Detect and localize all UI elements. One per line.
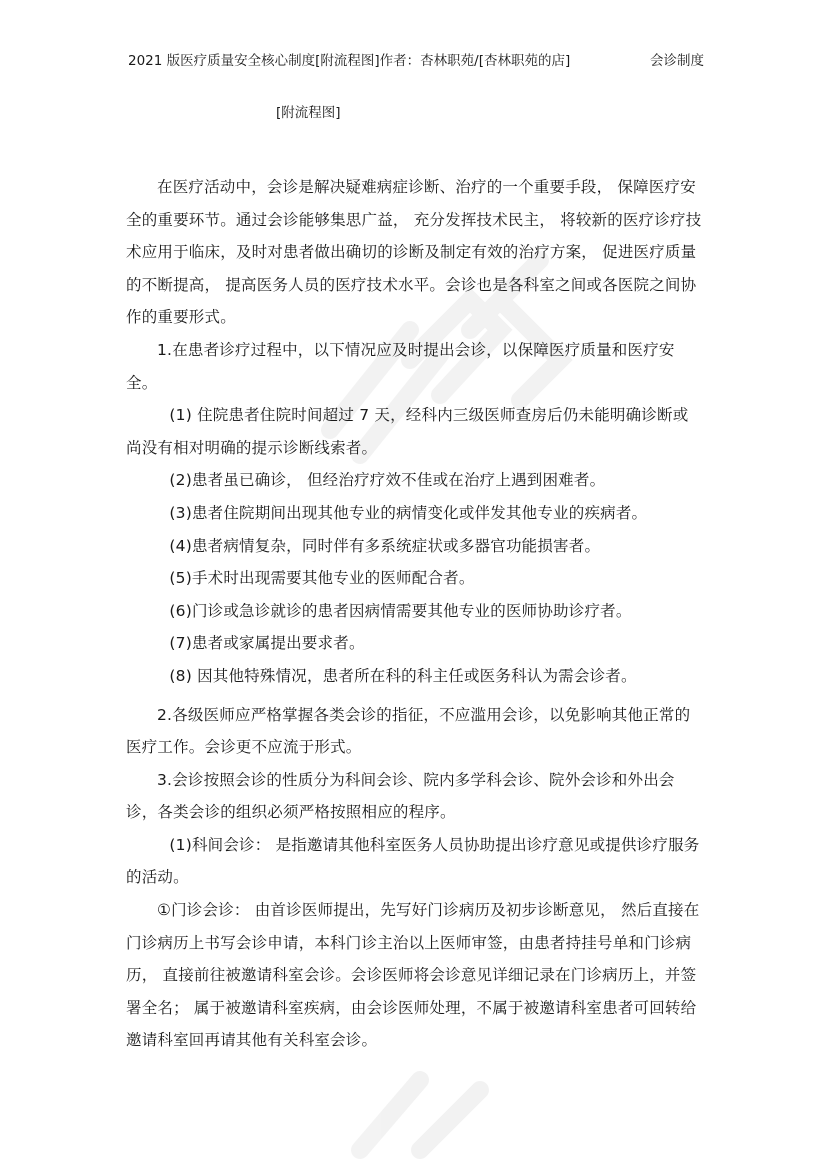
header-title: 2021 版医疗质量安全核心制度[附流程图]作者：杏林职苑/[杏林职苑的店] <box>128 53 571 69</box>
list-item-7: (7)患者或家属提出要求者。 <box>169 634 365 653</box>
header-section-label: 会诊制度 <box>650 53 704 69</box>
list-item-8: (8) 因其他特殊情况，患者所在科的科主任或医务科认为需会诊者。 <box>169 666 637 685</box>
list-item-6: (6)门诊或急诊就诊的患者因病情需要其他专业的医师协助诊疗者。 <box>169 601 632 620</box>
list-item-1: (1) 住院患者住院时间超过 7 天，经科内三级医师查房后仍未能明确诊断或尚没有相对明确的提示诊断线索者。 <box>126 406 689 457</box>
list-item-3: (3)患者住院期间出现其他专业的病情变化或伴发其他专业的疾病者。 <box>169 503 648 522</box>
paragraph-1: 1.在患者诊疗过程中，以下情况应及时提出会诊，以保障医疗质量和医疗安全。 <box>126 340 675 392</box>
paragraph-2: 2.各级医师应严格掌握各类会诊的指征，不应滥用会诊，以免影响其他正常的医疗工作。会诊更不应流于形式。 <box>126 705 691 757</box>
document-body <box>126 171 702 1057</box>
list-item-4: (4)患者病情复杂，同时伴有多系统症状或多器官功能损害者。 <box>169 536 601 555</box>
paragraph-intro: 在医疗活动中，会诊是解决疑难病症诊断、治疗的一个重要手段， 保障医疗安全的重要环节。通过会诊能够集思广益， 充分发挥技术民主， 将较新的医疗诊疗技术应用于临床，及时对患者做出确切的诊断及制定有效的治疗方案， 促进医疗质量的不断提高， 提高医务人员的医疗技术水平。会诊也是各科室之间或各医院之间协作的重要形式。 <box>126 178 702 327</box>
list-item-5: (5)手术时出现需要其他专业的医师配合者。 <box>169 569 475 588</box>
page-header <box>128 52 708 70</box>
paragraph-consult-type-1: (1)科间会诊： 是指邀请其他科室医务人员协助提出诊疗意见或提供诊疗服务的活动。 <box>126 835 700 887</box>
paragraph-3: 3.会诊按照会诊的性质分为科间会诊、院内多学科会诊、院外会诊和外出会诊，各类会诊的组织必须严格按照相应的程序。 <box>126 770 675 822</box>
list-item-2: (2)患者虽已确诊， 但经治疗疗效不佳或在治疗上遇到困难者。 <box>169 471 606 490</box>
attachment-note: [附流程图] <box>276 105 341 121</box>
paragraph-outpatient-consult: ①门诊会诊： 由首诊医师提出，先写好门诊病历及初步诊断意见， 然后直接在门诊病历上书写会诊申请，本科门诊主治以上医师审签，由患者持挂号单和门诊病历， 直接前往被邀请科室会诊。会诊医师将会诊意见详细记录在门诊病历上，并签署全名； 属于被邀请科室疾病，由会诊医师处理，不属于被邀请科室患者可回转给邀请科室回再请其他有关科室会诊。 <box>126 901 700 1050</box>
